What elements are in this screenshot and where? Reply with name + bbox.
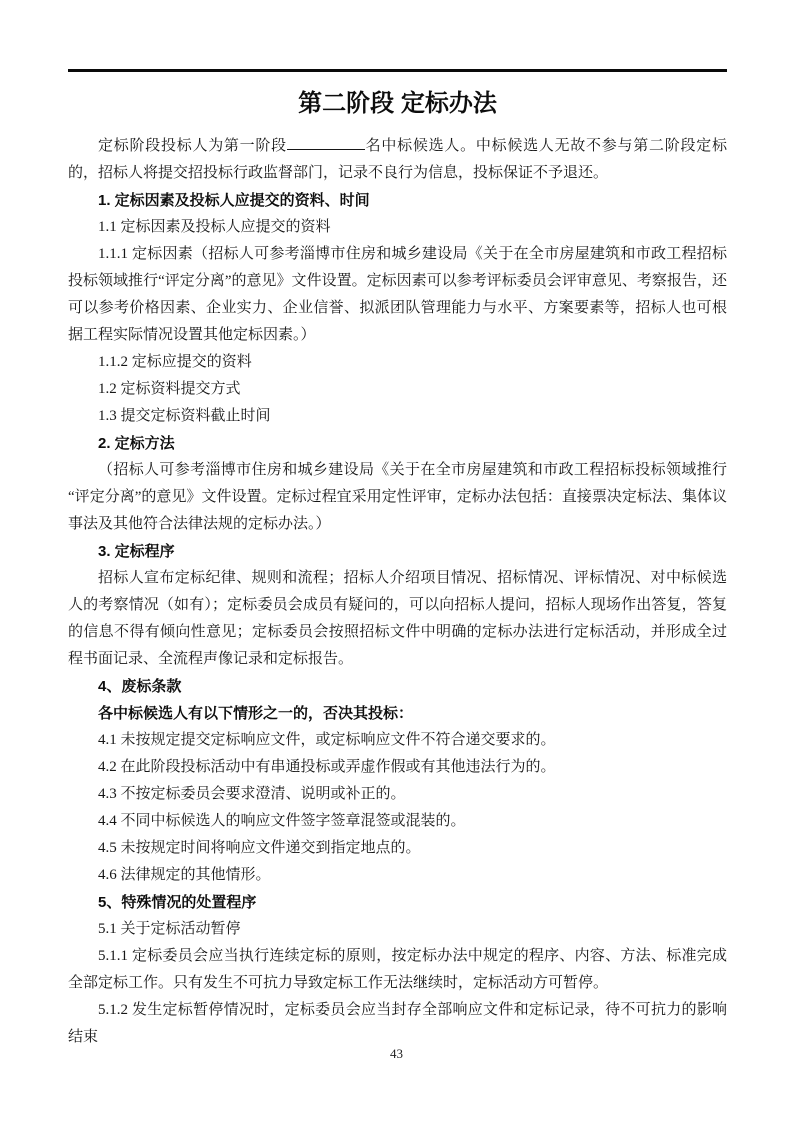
paragraph: 4.1 未按规定提交定标响应文件，或定标响应文件不符合递交要求的。 bbox=[98, 732, 556, 748]
paragraph: 1.1.1 定标因素（招标人可参考淄博市住房和城乡建设局《关于在全市房屋建筑和市政工程招标投标领域推行“评定分离”的意见》文件设置。定标因素可以参考评标委员会评审意见、考察报告，还可以参考价格因素、企业实力、企业信誉、拟派团队管理能力与水平、方案要素等，招标人也可根据工程实际情况设置其他定标因素。） bbox=[68, 246, 727, 343]
paragraph: 5.1.1 定标委员会应当执行连续定标的原则，按定标办法中规定的程序、内容、方法、标准完成全部定标工作。只有发生不可抗力导致定标工作无法继续时，定标活动方可暂停。 bbox=[68, 948, 727, 991]
fill-in-blank bbox=[287, 136, 365, 150]
paragraph: 1.1.2 定标应提交的资料 bbox=[98, 354, 252, 370]
paragraph-list bbox=[68, 187, 727, 1051]
paragraph: 4.4 不同中标候选人的响应文件签字签章混签或混装的。 bbox=[98, 813, 466, 829]
paragraph: 4.5 未按规定时间将响应文件递交到指定地点的。 bbox=[98, 840, 421, 856]
paragraph: 4.2 在此阶段投标活动中有串通投标或弄虚作假或有其他违法行为的。 bbox=[98, 759, 556, 775]
paragraph: 2. 定标方法 bbox=[98, 435, 175, 452]
intro-paragraph bbox=[68, 133, 727, 187]
paragraph: 1.2 定标资料提交方式 bbox=[98, 381, 241, 397]
paragraph: 招标人宣布定标纪律、规则和流程；招标人介绍项目情况、招标情况、评标情况、对中标候选人的考察情况（如有）；定标委员会成员有疑问的，可以向招标人提问，招标人现场作出答复，答复的信息不得有倾向性意见；定标委员会按照招标文件中明确的定标办法进行定标活动，并形成全过程书面记录、全流程声像记录和定标报告。 bbox=[68, 570, 727, 667]
header-rule bbox=[68, 69, 727, 72]
page-number: 43 bbox=[390, 1046, 403, 1061]
paragraph: 1.3 提交定标资料截止时间 bbox=[98, 408, 271, 424]
paragraph: 4、废标条款 bbox=[98, 678, 182, 695]
paragraph: 5、特殊情况的处置程序 bbox=[98, 894, 257, 911]
paragraph: （招标人可参考淄博市住房和城乡建设局《关于在全市房屋建筑和市政工程招标投标领域推行“评定分离”的意见》文件设置。定标过程宜采用定性评审，定标办法包括：直接票决定标法、集体议事法及其他符合法律法规的定标办法。） bbox=[68, 462, 727, 532]
intro-text-after-blank: 名中标候选人。中标候选人无故不参与第二阶段定标的，招标人将提交招投标行政监督部门，记录不良行为信息，投标保证不予退还。 bbox=[68, 138, 727, 181]
paragraph: 各中标候选人有以下情形之一的，否决其投标： bbox=[98, 705, 414, 722]
paragraph: 4.3 不按定标委员会要求澄清、说明或补正的。 bbox=[98, 786, 406, 802]
paragraph: 5.1.2 发生定标暂停情况时，定标委员会应当封存全部响应文件和定标记录，待不可抗力的影响结束 bbox=[68, 1002, 727, 1045]
page-content bbox=[0, 69, 793, 1051]
paragraph: 3. 定标程序 bbox=[98, 543, 175, 560]
paragraph: 1.1 定标因素及投标人应提交的资料 bbox=[98, 219, 331, 235]
paragraph: 4.6 法律规定的其他情形。 bbox=[98, 867, 271, 883]
page-title: 第二阶段 定标办法 bbox=[298, 90, 497, 117]
paragraph: 5.1 关于定标活动暂停 bbox=[98, 921, 241, 937]
paragraph: 1. 定标因素及投标人应提交的资料、时间 bbox=[98, 192, 370, 209]
intro-text-before-blank: 定标阶段投标人为第一阶段 bbox=[98, 138, 287, 154]
